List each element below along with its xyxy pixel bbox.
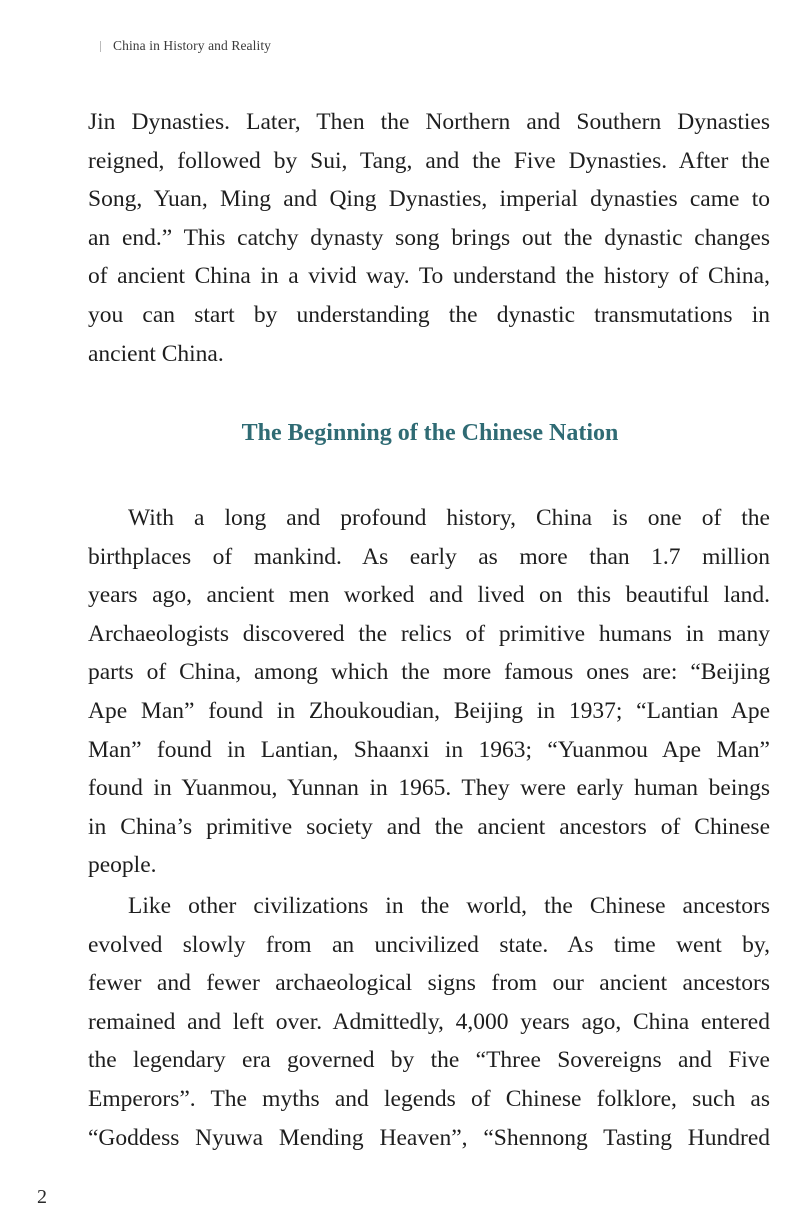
text-line: parts of China, among which the more famous ones are: “Beijing [88, 659, 770, 686]
text-line: found in Yuanmou, Yunnan in 1965. They were early human beings [88, 775, 770, 802]
text-line: in China’s primitive society and the ancient ancestors of Chinese [88, 813, 770, 840]
running-header: China in History and Reality [113, 38, 272, 53]
text-line: people. [88, 852, 157, 879]
text-line: Ape Man” found in Zhoukoudian, Beijing in 1937; “Lantian Ape [88, 697, 770, 724]
text-line: Archaeologists discovered the relics of primitive humans in many [88, 620, 770, 647]
text-line: of ancient China in a vivid way. To understand the history of China, [88, 263, 770, 290]
text-line: ancient China. [88, 340, 224, 367]
text-line: birthplaces of mankind. As early as more than 1.7 million [88, 543, 770, 570]
paragraph-2 [88, 887, 770, 1157]
text-line: “Goddess Nyuwa Mending Heaven”, “Shennong Tasting Hundred [88, 1124, 770, 1151]
intro-paragraph [88, 103, 770, 373]
text-line: an end.” This catchy dynasty song brings out the dynastic changes [88, 224, 770, 251]
paragraph-1 [88, 499, 770, 885]
header-rule [100, 41, 101, 52]
text-line: you can start by understanding the dynastic transmutations in [88, 301, 770, 328]
text-line: reigned, followed by Sui, Tang, and the Five Dynasties. After the [88, 147, 770, 174]
text-line: With a long and profound history, China is one of the [128, 505, 770, 531]
text-line: the legendary era governed by the “Three Sovereigns and Five [88, 1047, 770, 1074]
text-line: evolved slowly from an uncivilized state. As time went by, [88, 931, 770, 958]
section-heading: The Beginning of the Chinese Nation [241, 420, 619, 446]
text-line: Jin Dynasties. Later, Then the Northern and Southern Dynasties [88, 109, 770, 135]
text-line: years ago, ancient men worked and lived on this beautiful land. [88, 582, 770, 609]
text-line: Like other civilizations in the world, the Chinese ancestors [128, 893, 770, 919]
text-line: Emperors”. The myths and legends of Chinese folklore, such as [88, 1085, 770, 1112]
text-line: Song, Yuan, Ming and Qing Dynasties, imperial dynasties came to [88, 186, 770, 213]
text-line: remained and left over. Admittedly, 4,000 years ago, China entered [88, 1008, 770, 1035]
text-line: fewer and fewer archaeological signs from our ancient ancestors [88, 970, 770, 997]
page-number: 2 [37, 1186, 47, 1208]
text-line: Man” found in Lantian, Shaanxi in 1963; “Yuanmou Ape Man” [88, 736, 770, 763]
